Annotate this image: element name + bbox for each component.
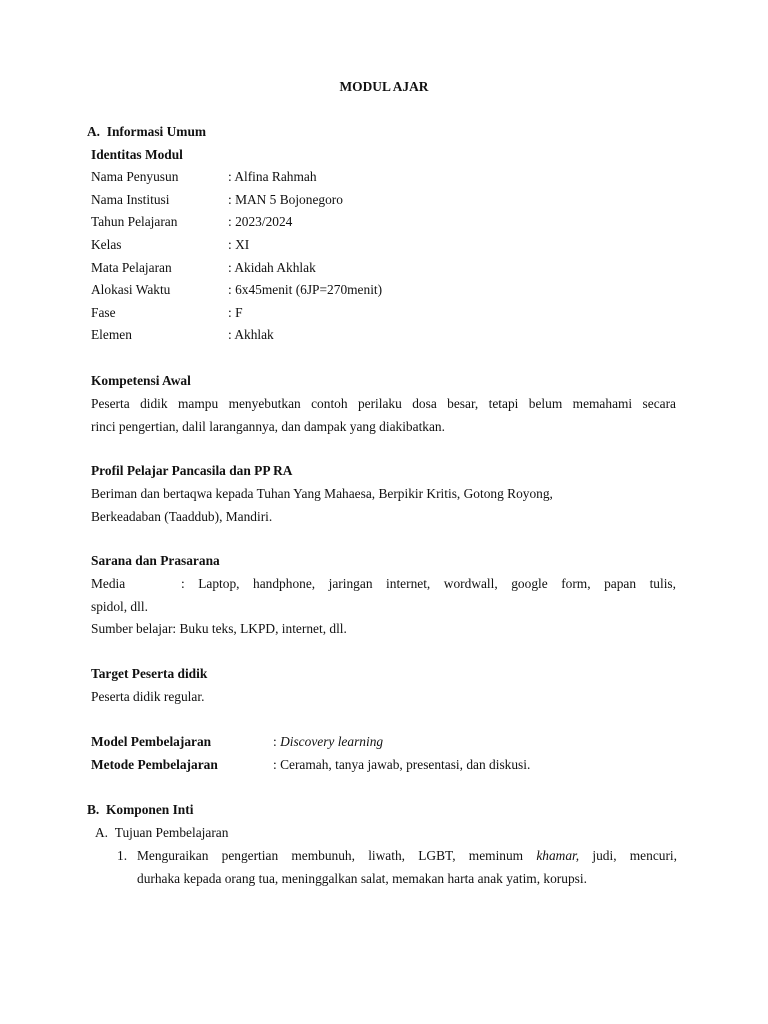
identitas-value: : XI bbox=[228, 237, 250, 252]
kompetensi-text-line: Peserta didik mampu menyebutkan contoh perilaku dosa besar, tetapi belum memahami secara bbox=[91, 396, 676, 411]
profil-text-line: Berkeadaban (Taaddub), Mandiri. bbox=[91, 509, 273, 524]
media-label: Media bbox=[91, 576, 126, 591]
section-a-marker: A. bbox=[87, 124, 101, 139]
identitas-value: : Alfina Rahmah bbox=[228, 169, 317, 184]
identitas-label: Fase bbox=[91, 305, 116, 320]
list-item-number: 1. bbox=[117, 848, 128, 863]
section-b-title: Komponen Inti bbox=[105, 802, 194, 817]
identitas-label: Alokasi Waktu bbox=[91, 282, 171, 297]
model-row bbox=[91, 734, 383, 750]
metode-value: : Ceramah, tanya jawab, presentasi, dan diskusi. bbox=[273, 757, 531, 772]
identitas-row bbox=[91, 327, 274, 343]
metode-label: Metode Pembelajaran bbox=[91, 757, 218, 772]
identitas-label: Nama Institusi bbox=[91, 192, 170, 207]
kompetensi-text-line: rinci pengertian, dalil larangannya, dan dampak yang diakibatkan. bbox=[91, 419, 445, 434]
identitas-row bbox=[91, 169, 317, 185]
kompetensi-heading: Kompetensi Awal bbox=[91, 373, 191, 388]
identitas-row bbox=[91, 260, 316, 276]
profil-heading: Profil Pelajar Pancasila dan PP RA bbox=[91, 463, 293, 478]
identitas-label: Elemen bbox=[91, 327, 132, 342]
item-text-pre: Menguraikan pengertian membunuh, liwath, LGBT, meminum bbox=[137, 848, 537, 863]
model-colon: : bbox=[273, 734, 281, 749]
identitas-row bbox=[91, 214, 292, 230]
identitas-row bbox=[91, 282, 382, 298]
sumber-belajar: Sumber belajar: Buku teks, LKPD, internet, dll. bbox=[91, 621, 347, 636]
identitas-value: : MAN 5 Bojonegoro bbox=[228, 192, 343, 207]
document-title: MODUL AJAR bbox=[339, 79, 429, 94]
item-text-italic: khamar, bbox=[536, 848, 580, 863]
identitas-value: : F bbox=[228, 305, 243, 320]
tujuan-title: Tujuan Pembelajaran bbox=[114, 825, 229, 840]
identitas-value: : Akidah Akhlak bbox=[228, 260, 316, 275]
section-a-heading bbox=[87, 124, 206, 140]
sarana-heading: Sarana dan Prasarana bbox=[91, 553, 220, 568]
identitas-value: : 2023/2024 bbox=[228, 214, 293, 229]
section-b-marker: B. bbox=[87, 802, 100, 817]
list-item-text-line bbox=[137, 848, 677, 864]
tujuan-heading bbox=[95, 825, 228, 841]
identitas-value: : 6x45menit (6JP=270menit) bbox=[228, 282, 383, 297]
metode-row bbox=[91, 757, 530, 773]
profil-text-line: Beriman dan bertaqwa kepada Tuhan Yang Mahaesa, Berpikir Kritis, Gotong Royong, bbox=[91, 486, 553, 501]
target-heading: Target Peserta didik bbox=[91, 666, 208, 681]
item-text-post: judi, mencuri, bbox=[579, 848, 677, 863]
identitas-heading: Identitas Modul bbox=[91, 147, 183, 162]
target-text: Peserta didik regular. bbox=[91, 689, 205, 704]
model-value: Discovery learning bbox=[280, 734, 384, 749]
identitas-label: Nama Penyusun bbox=[91, 169, 179, 184]
identitas-row bbox=[91, 192, 343, 208]
identitas-row bbox=[91, 237, 249, 253]
identitas-label: Mata Pelajaran bbox=[91, 260, 172, 275]
section-b-heading bbox=[87, 802, 193, 818]
identitas-value: : Akhlak bbox=[228, 327, 274, 342]
sarana-media-line bbox=[91, 576, 676, 592]
media-continuation: spidol, dll. bbox=[91, 599, 148, 614]
section-a-title: Informasi Umum bbox=[106, 124, 207, 139]
identitas-row bbox=[91, 305, 243, 321]
tujuan-marker: A. bbox=[95, 825, 109, 840]
model-label: Model Pembelajaran bbox=[91, 734, 212, 749]
list-item-text-line: durhaka kepada orang tua, meninggalkan salat, memakan harta anak yatim, korupsi. bbox=[137, 871, 587, 886]
media-value: : Laptop, handphone, jaringan internet, wordwall, google form, papan tulis, bbox=[181, 576, 676, 591]
identitas-label: Kelas bbox=[91, 237, 122, 252]
identitas-label: Tahun Pelajaran bbox=[91, 214, 178, 229]
